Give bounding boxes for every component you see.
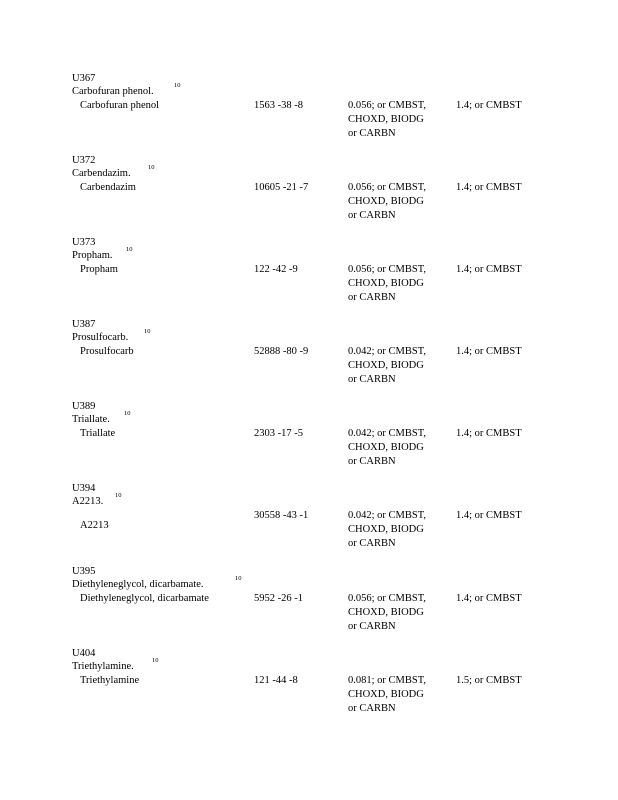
nonwastewater-standard: 1.4; or CMBST bbox=[456, 428, 522, 439]
wastewater-standard-line: CHOXD, BIODG bbox=[348, 689, 424, 700]
wastewater-standard-line: 0.042; or CMBST, bbox=[348, 428, 426, 439]
footnote-ref: 10 bbox=[235, 575, 242, 582]
nonwastewater-standard: 1.4; or CMBST bbox=[456, 264, 522, 275]
cas-number: 122 -42 -9 bbox=[254, 264, 298, 275]
chemical-name: A2213. bbox=[72, 496, 104, 507]
wastewater-standard-line: or CARBN bbox=[348, 292, 396, 303]
cas-number: 1563 -38 -8 bbox=[254, 100, 303, 111]
regulated-constituent: Prosulfocarb bbox=[80, 346, 134, 357]
chemical-name: Propham. bbox=[72, 250, 113, 261]
footnote-ref: 10 bbox=[148, 164, 155, 171]
cas-number: 30558 -43 -1 bbox=[254, 510, 309, 521]
regulated-constituent: A2213 bbox=[80, 520, 109, 531]
nonwastewater-standard: 1.4; or CMBST bbox=[456, 182, 522, 193]
wastewater-standard-line: or CARBN bbox=[348, 538, 396, 549]
wastewater-standard-line: 0.056; or CMBST, bbox=[348, 182, 426, 193]
waste-code-entry bbox=[72, 565, 592, 645]
footnote-ref: 10 bbox=[115, 492, 122, 499]
wastewater-standard-line: or CARBN bbox=[348, 210, 396, 221]
waste-code: U387 bbox=[72, 319, 96, 330]
wastewater-standard-line: or CARBN bbox=[348, 621, 396, 632]
nonwastewater-standard: 1.4; or CMBST bbox=[456, 510, 522, 521]
wastewater-standard bbox=[348, 99, 430, 141]
wastewater-standard-line: 0.042; or CMBST, bbox=[348, 510, 426, 521]
wastewater-standard-line: 0.081; or CMBST, bbox=[348, 675, 426, 686]
wastewater-standard-line: CHOXD, BIODG bbox=[348, 442, 424, 453]
wastewater-standard bbox=[348, 674, 430, 716]
waste-code: U404 bbox=[72, 648, 96, 659]
nonwastewater-standard: 1.4; or CMBST bbox=[456, 593, 522, 604]
wastewater-standard-line: or CARBN bbox=[348, 128, 396, 139]
wastewater-standard bbox=[348, 345, 430, 387]
wastewater-standard-line: CHOXD, BIODG bbox=[348, 114, 424, 125]
cas-number: 121 -44 -8 bbox=[254, 675, 298, 686]
wastewater-standard-line: CHOXD, BIODG bbox=[348, 607, 424, 618]
wastewater-standard bbox=[348, 592, 430, 634]
waste-code-entry bbox=[72, 236, 592, 316]
wastewater-standard bbox=[348, 427, 430, 469]
wastewater-standard-line: CHOXD, BIODG bbox=[348, 196, 424, 207]
footnote-ref: 10 bbox=[126, 246, 133, 253]
wastewater-standard bbox=[348, 509, 430, 551]
chemical-name: Diethyleneglycol, dicarbamate. bbox=[72, 579, 204, 590]
waste-code-entry bbox=[72, 72, 592, 152]
cas-number: 2303 -17 -5 bbox=[254, 428, 303, 439]
cas-number: 5952 -26 -1 bbox=[254, 593, 303, 604]
nonwastewater-standard: 1.4; or CMBST bbox=[456, 346, 522, 357]
footnote-ref: 10 bbox=[144, 328, 151, 335]
cas-number: 52888 -80 -9 bbox=[254, 346, 309, 357]
chemical-name: Carbendazim. bbox=[72, 168, 131, 179]
regulated-constituent: Carbofuran phenol bbox=[80, 100, 160, 111]
chemical-name: Carbofuran phenol. bbox=[72, 86, 154, 97]
wastewater-standard-line: 0.056; or CMBST, bbox=[348, 593, 426, 604]
footnote-ref: 10 bbox=[152, 657, 159, 664]
waste-code-entry bbox=[72, 647, 592, 727]
regulated-constituent: Diethyleneglycol, dicarbamate bbox=[80, 593, 209, 604]
waste-code: U394 bbox=[72, 483, 96, 494]
waste-code-entry bbox=[72, 400, 592, 480]
wastewater-standard-line: or CARBN bbox=[348, 374, 396, 385]
chemical-name: Prosulfocarb. bbox=[72, 332, 129, 343]
wastewater-standard-line: CHOXD, BIODG bbox=[348, 360, 424, 371]
cas-number: 10605 -21 -7 bbox=[254, 182, 309, 193]
wastewater-standard-line: or CARBN bbox=[348, 456, 396, 467]
waste-code-entry bbox=[72, 154, 592, 234]
chemical-name: Triethylamine. bbox=[72, 661, 134, 672]
wastewater-standard-line: 0.056; or CMBST, bbox=[348, 264, 426, 275]
footnote-ref: 10 bbox=[174, 82, 181, 89]
waste-code: U395 bbox=[72, 566, 96, 577]
wastewater-standard bbox=[348, 263, 430, 305]
wastewater-standard-line: 0.042; or CMBST, bbox=[348, 346, 426, 357]
chemical-name: Triallate. bbox=[72, 414, 110, 425]
footnote-ref: 10 bbox=[124, 410, 131, 417]
regulated-constituent: Triallate bbox=[80, 428, 116, 439]
regulated-constituent: Propham bbox=[80, 264, 118, 275]
nonwastewater-standard: 1.4; or CMBST bbox=[456, 100, 522, 111]
waste-code: U372 bbox=[72, 155, 96, 166]
waste-code: U367 bbox=[72, 73, 96, 84]
wastewater-standard-line: CHOXD, BIODG bbox=[348, 524, 424, 535]
wastewater-standard-line: or CARBN bbox=[348, 703, 396, 714]
nonwastewater-standard: 1.5; or CMBST bbox=[456, 675, 522, 686]
waste-code-entry bbox=[72, 318, 592, 398]
waste-code: U373 bbox=[72, 237, 96, 248]
waste-code: U389 bbox=[72, 401, 96, 412]
wastewater-standard-line: CHOXD, BIODG bbox=[348, 278, 424, 289]
regulated-constituent: Carbendazim bbox=[80, 182, 136, 193]
regulated-constituent: Triethylamine bbox=[80, 675, 140, 686]
wastewater-standard bbox=[348, 181, 430, 223]
wastewater-standard-line: 0.056; or CMBST, bbox=[348, 100, 426, 111]
waste-code-entry bbox=[72, 482, 592, 562]
